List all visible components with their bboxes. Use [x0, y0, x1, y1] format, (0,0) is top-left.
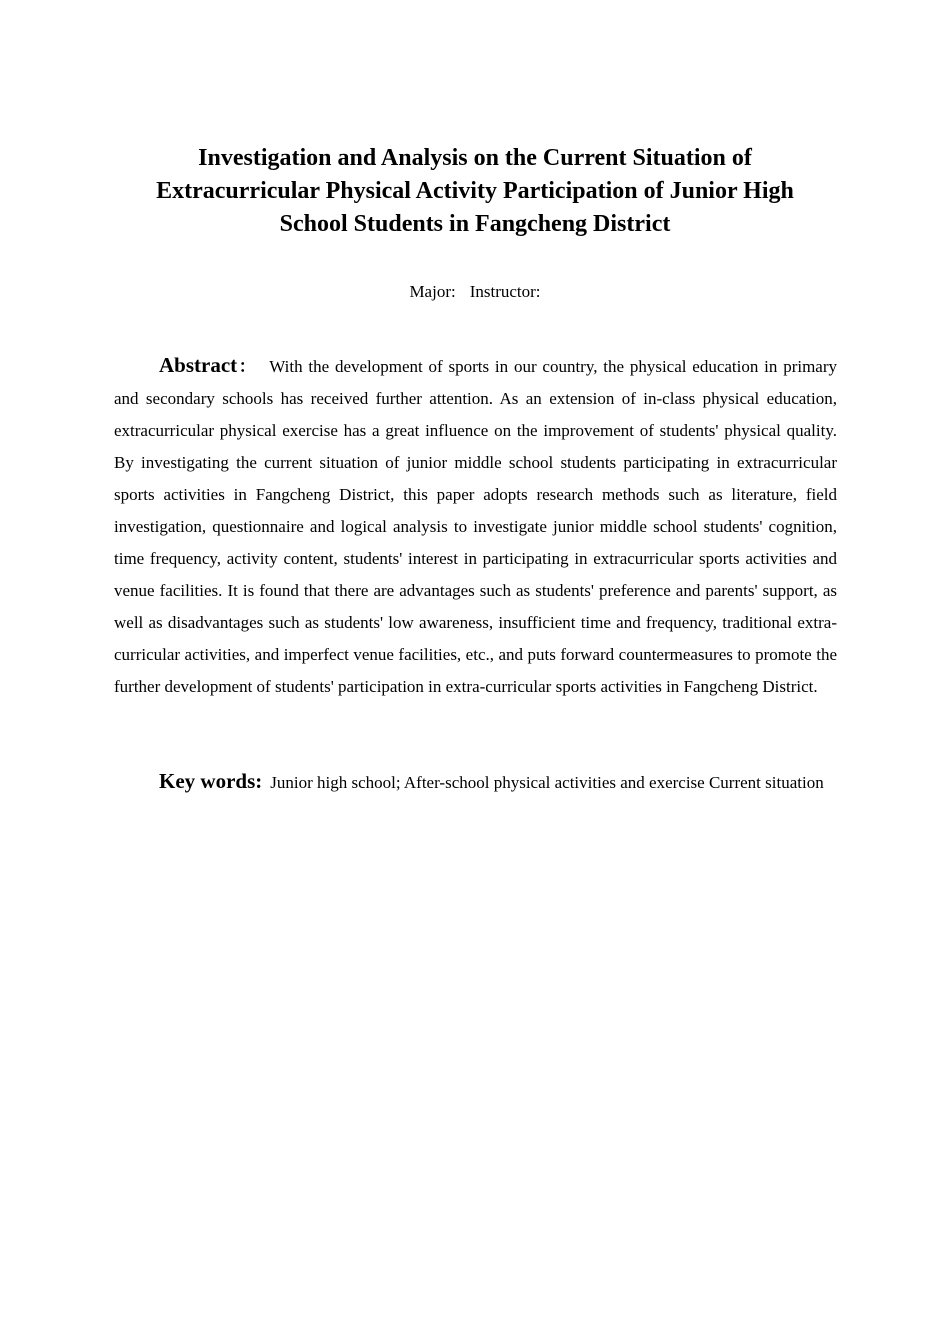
keywords-paragraph [114, 765, 837, 799]
title-line-3: School Students in Fangcheng District [279, 211, 671, 238]
title-line-2: Extracurricular Physical Activity Participation of Junior High [156, 178, 794, 205]
abstract-colon: ： [237, 357, 258, 376]
author-meta [0, 280, 950, 304]
abstract-label: Abstract [159, 353, 238, 377]
title-line-1: Investigation and Analysis on the Current Situation of [198, 145, 752, 172]
paper-title [100, 142, 850, 241]
keywords-text: Junior high school; After-school physical activities and exercise Current situation [270, 773, 824, 792]
keywords-label: Key words: [159, 769, 263, 793]
abstract-text: With the development of sports in our country, the physical education in primary and secondary schools has received further attention. As an extension of in-class physical education, extracurricular physical exercise has a great influence on the improvement of students' physical quality. By investigating the current situation of junior middle school students participating in extracurricular sports activities in Fangcheng District, this paper adopts research methods such as literature, field investigation, questionnaire and logical analysis to investigate junior middle school students' cognition, time frequency, activity content, students' interest in participating in extracurricular sports activities and venue facilities. It is found that there are advantages such as students' preference and parents' support, as well as disadvantages such as students' low awareness, insufficient time and frequency, traditional extra-curricular activities, and imperfect venue facilities, etc., and puts forward countermeasures to promote the further development of students' participation in extra-curricular sports activities in Fangcheng District. [114, 357, 838, 696]
major-label: Major: [409, 282, 456, 301]
instructor-label: Instructor: [469, 282, 541, 301]
abstract-paragraph [114, 349, 837, 703]
